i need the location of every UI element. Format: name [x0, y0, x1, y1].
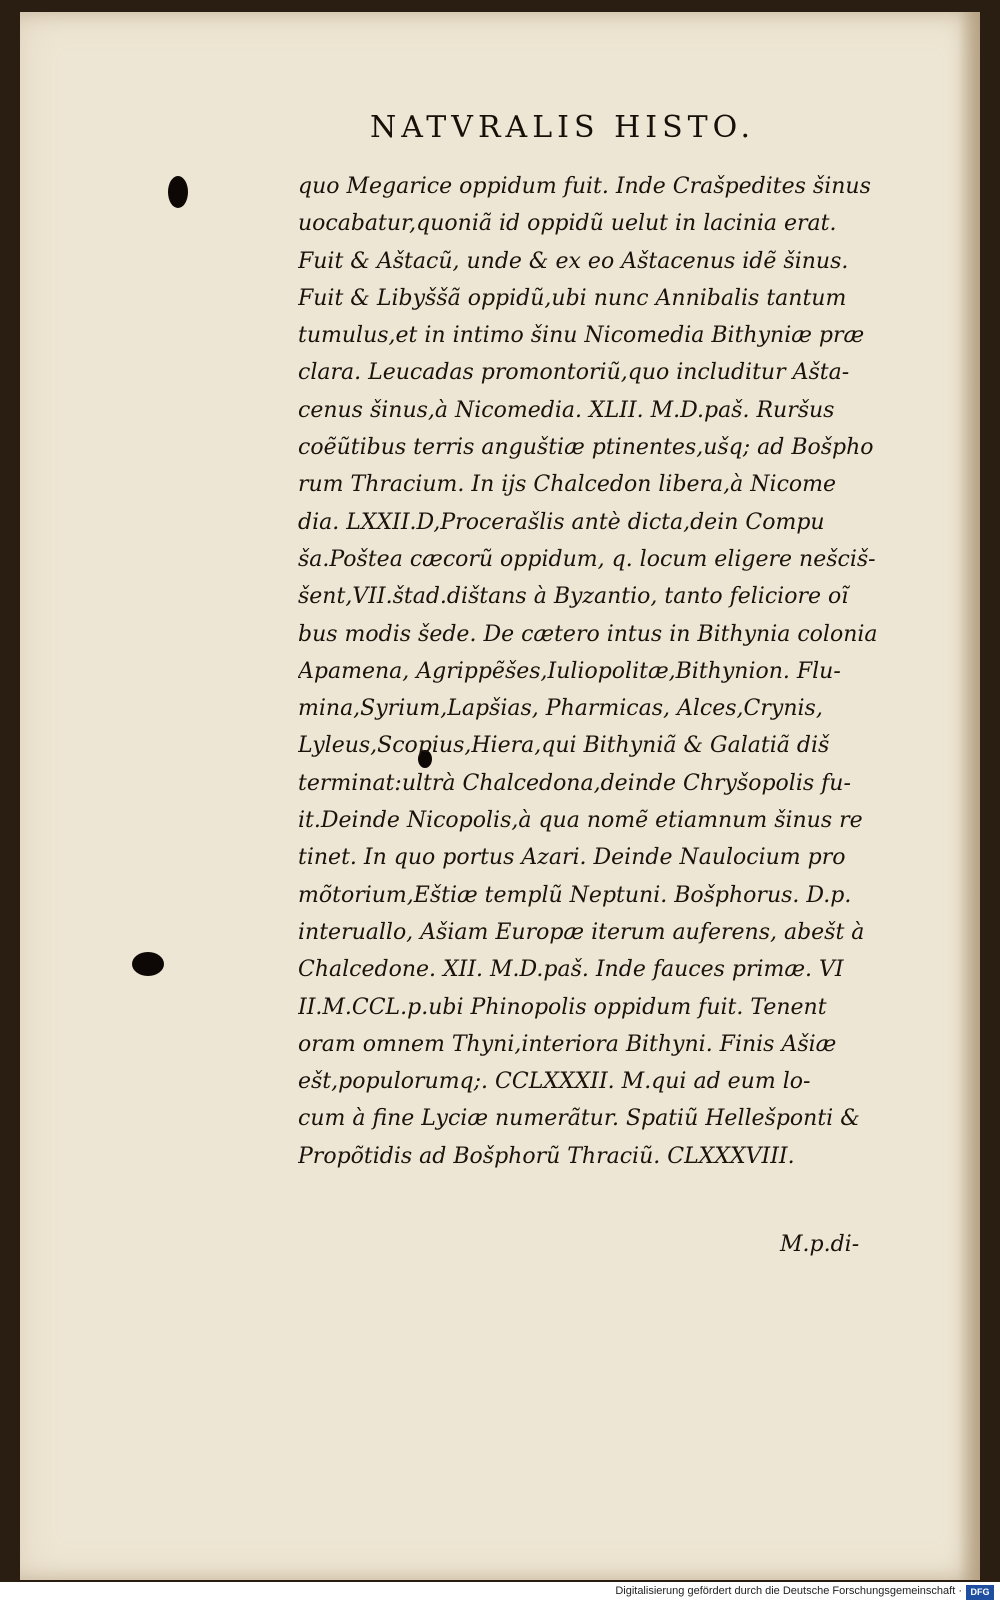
text-line: šent,VII.štad.dištans à Byzantio, tanto feliciore oĩ	[298, 584, 849, 610]
dfg-logo-icon: DFG	[966, 1585, 994, 1600]
text-line: Apamena, Agrippẽšes,Iuliopolitæ,Bithynion. Flu-	[298, 658, 841, 684]
text-line: oram omnem Thyni,interiora Bithyni. Finis Ašiæ	[298, 1031, 837, 1057]
text-line: Propõtidis ad Bošphorũ Thraciũ. CLXXXVIII.	[298, 1143, 795, 1169]
text-line: it.Deinde Nicopolis,à qua nomẽ etiamnum šinus re	[298, 808, 863, 834]
text-block	[298, 168, 898, 1175]
text-line: tumulus,et in intimo šinu Nicomedia Bithyniæ præ	[298, 323, 865, 349]
text-line: clara. Leucadas promontoriũ,quo includitur Ašta-	[298, 360, 850, 386]
text-line: ša.Poštea cæcorũ oppidum, q. locum eligere nešciš-	[298, 546, 876, 572]
text-line: Fuit & Aštacũ, unde & ex eo Aštacenus idẽ šinus.	[298, 248, 849, 274]
text-line: tinet. In quo portus Azari. Deinde Naulocium pro	[298, 845, 846, 871]
text-line: rum Thracium. In ijs Chalcedon libera,à Nicome	[298, 472, 837, 498]
text-line: quo Megarice oppidum fuit. Inde Crašpedites šinus	[298, 174, 871, 199]
ink-blot-mark	[132, 952, 164, 976]
text-line: II.M.CCL.p.ubi Phinopolis oppidum fuit. Tenent	[298, 994, 827, 1020]
page-gutter-shadow	[958, 12, 980, 1580]
text-line: ešt,populorumq;. CCLXXXII. M.qui ad eum lo-	[298, 1069, 811, 1095]
text-line: interuallo, Ašiam Europæ iterum auferens, abešt à	[298, 919, 865, 945]
text-line: mina,Syrium,Lapšias, Pharmicas, Alces,Crynis,	[298, 696, 823, 722]
text-line: bus modis šede. De cætero intus in Bithynia colonia	[298, 621, 878, 647]
text-line: cum à fine Lyciæ numerãtur. Spatiũ Hellešponti &	[298, 1106, 860, 1132]
catchword: M.p.di-	[780, 1232, 860, 1257]
text-line: mõtorium,Eštiæ templũ Neptuni. Bošphorus. D.p.	[298, 882, 852, 908]
text-line: Fuit & Libyššã oppidũ,ubi nunc Annibalis tantum	[298, 285, 847, 311]
text-line: dia. LXXII.D,Procerašlis antè dicta,dein Compu	[298, 509, 825, 535]
ink-blot-mark	[168, 176, 188, 208]
text-line: coẽũtibus terris anguštiæ ptinentes,ušq; ad Bošpho	[298, 435, 874, 461]
footer-credit: Digitalisierung gefördert durch die Deutsche Forschungsgemeinschaft ·	[615, 1585, 962, 1597]
footer-bar	[0, 1582, 1000, 1604]
text-line: terminat:ultrà Chalcedona,deinde Chryšopolis fu-	[298, 770, 851, 796]
text-line: Chalcedone. XII. M.D.paš. Inde fauces primæ. VI	[298, 957, 844, 983]
running-head: NATVRALIS HISTO.	[370, 110, 756, 145]
text-line: cenus šinus,à Nicomedia. XLII. M.D.paš. Ruršus	[298, 397, 835, 423]
text-line: Lyleus,Scopius,Hiera,qui Bithyniã & Galatiã diš	[298, 733, 830, 759]
text-line: uocabatur,quoniã id oppidũ uelut in lacinia erat.	[298, 211, 837, 237]
